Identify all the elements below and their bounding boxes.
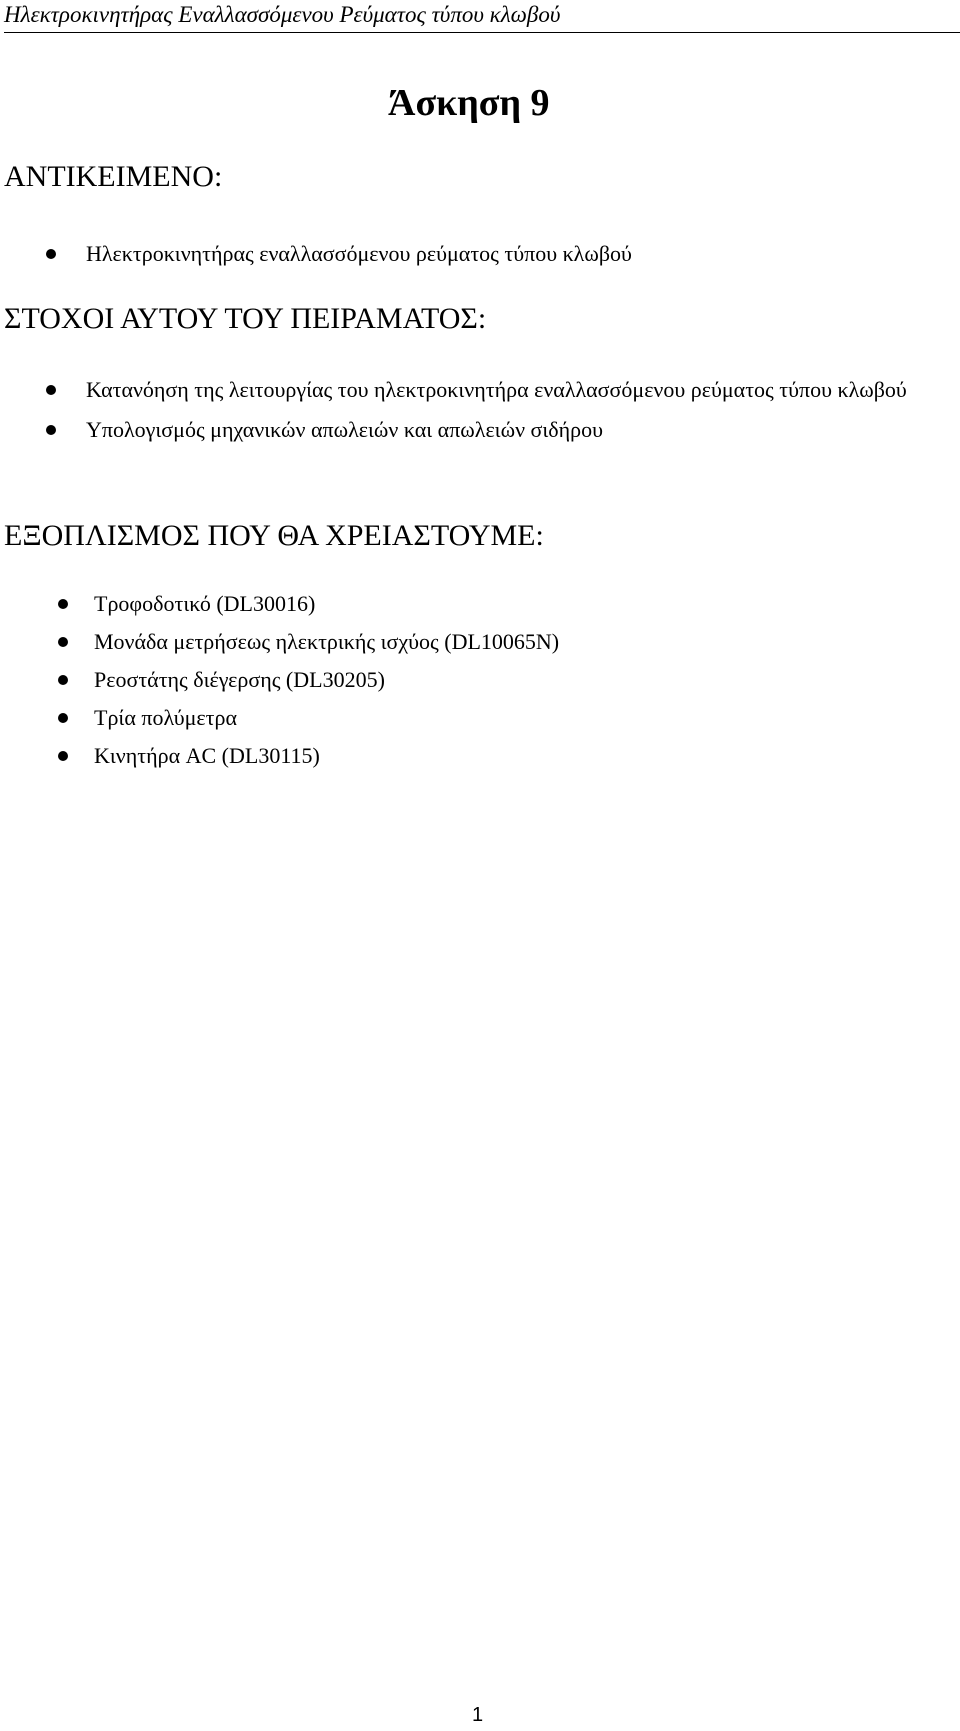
list-item: Ηλεκτροκινητήρας εναλλασσόμενου ρεύματος τύπου κλωβού: [86, 238, 946, 270]
bullet-icon: [58, 637, 68, 647]
list-item: Ρεοστάτης διέγερσης (DL30205): [94, 661, 954, 699]
object-list: [86, 238, 946, 270]
list-item: Μονάδα μετρήσεως ηλεκτρικής ισχύος (DL10065N): [94, 623, 954, 661]
list-item: Υπολογισμός μηχανικών απωλειών και απωλειών σιδήρου: [86, 414, 948, 446]
equipment-heading: ΕΞΟΠΛΙΣΜΟΣ ΠΟΥ ΘΑ ΧΡΕΙΑΣΤΟΥΜΕ:: [4, 519, 544, 552]
equipment-list: [94, 585, 954, 775]
list-item: Τρία πολύμετρα: [94, 699, 954, 737]
bullet-icon: [58, 713, 68, 723]
list-item: Κατανόηση της λειτουργίας του ηλεκτροκινητήρα εναλλασσόμενου ρεύματος τύπου κλωβού: [86, 374, 948, 406]
goals-list: [86, 374, 948, 446]
bullet-icon: [58, 675, 68, 685]
bullet-icon: [46, 385, 56, 395]
running-header-title: Ηλεκτροκινητήρας Εναλλασσόμενου Ρεύματος τύπου κλωβού: [4, 2, 561, 27]
exercise-title: Άσκηση 9: [388, 82, 550, 124]
bullet-icon: [58, 599, 68, 609]
goals-heading: ΣΤΟΧΟΙ ΑΥΤΟΥ ΤΟΥ ΠΕΙΡΑΜΑΤΟΣ:: [4, 302, 487, 335]
bullet-icon: [46, 249, 56, 259]
list-item: Κινητήρα AC (DL30115): [94, 737, 954, 775]
list-item: Τροφοδοτικό (DL30016): [94, 585, 954, 623]
running-header: [4, 0, 960, 33]
object-heading: ΑΝΤΙΚΕΙΜΕΝΟ:: [4, 160, 223, 193]
page-number: 1: [472, 1704, 484, 1726]
bullet-icon: [46, 425, 56, 435]
bullet-icon: [58, 751, 68, 761]
